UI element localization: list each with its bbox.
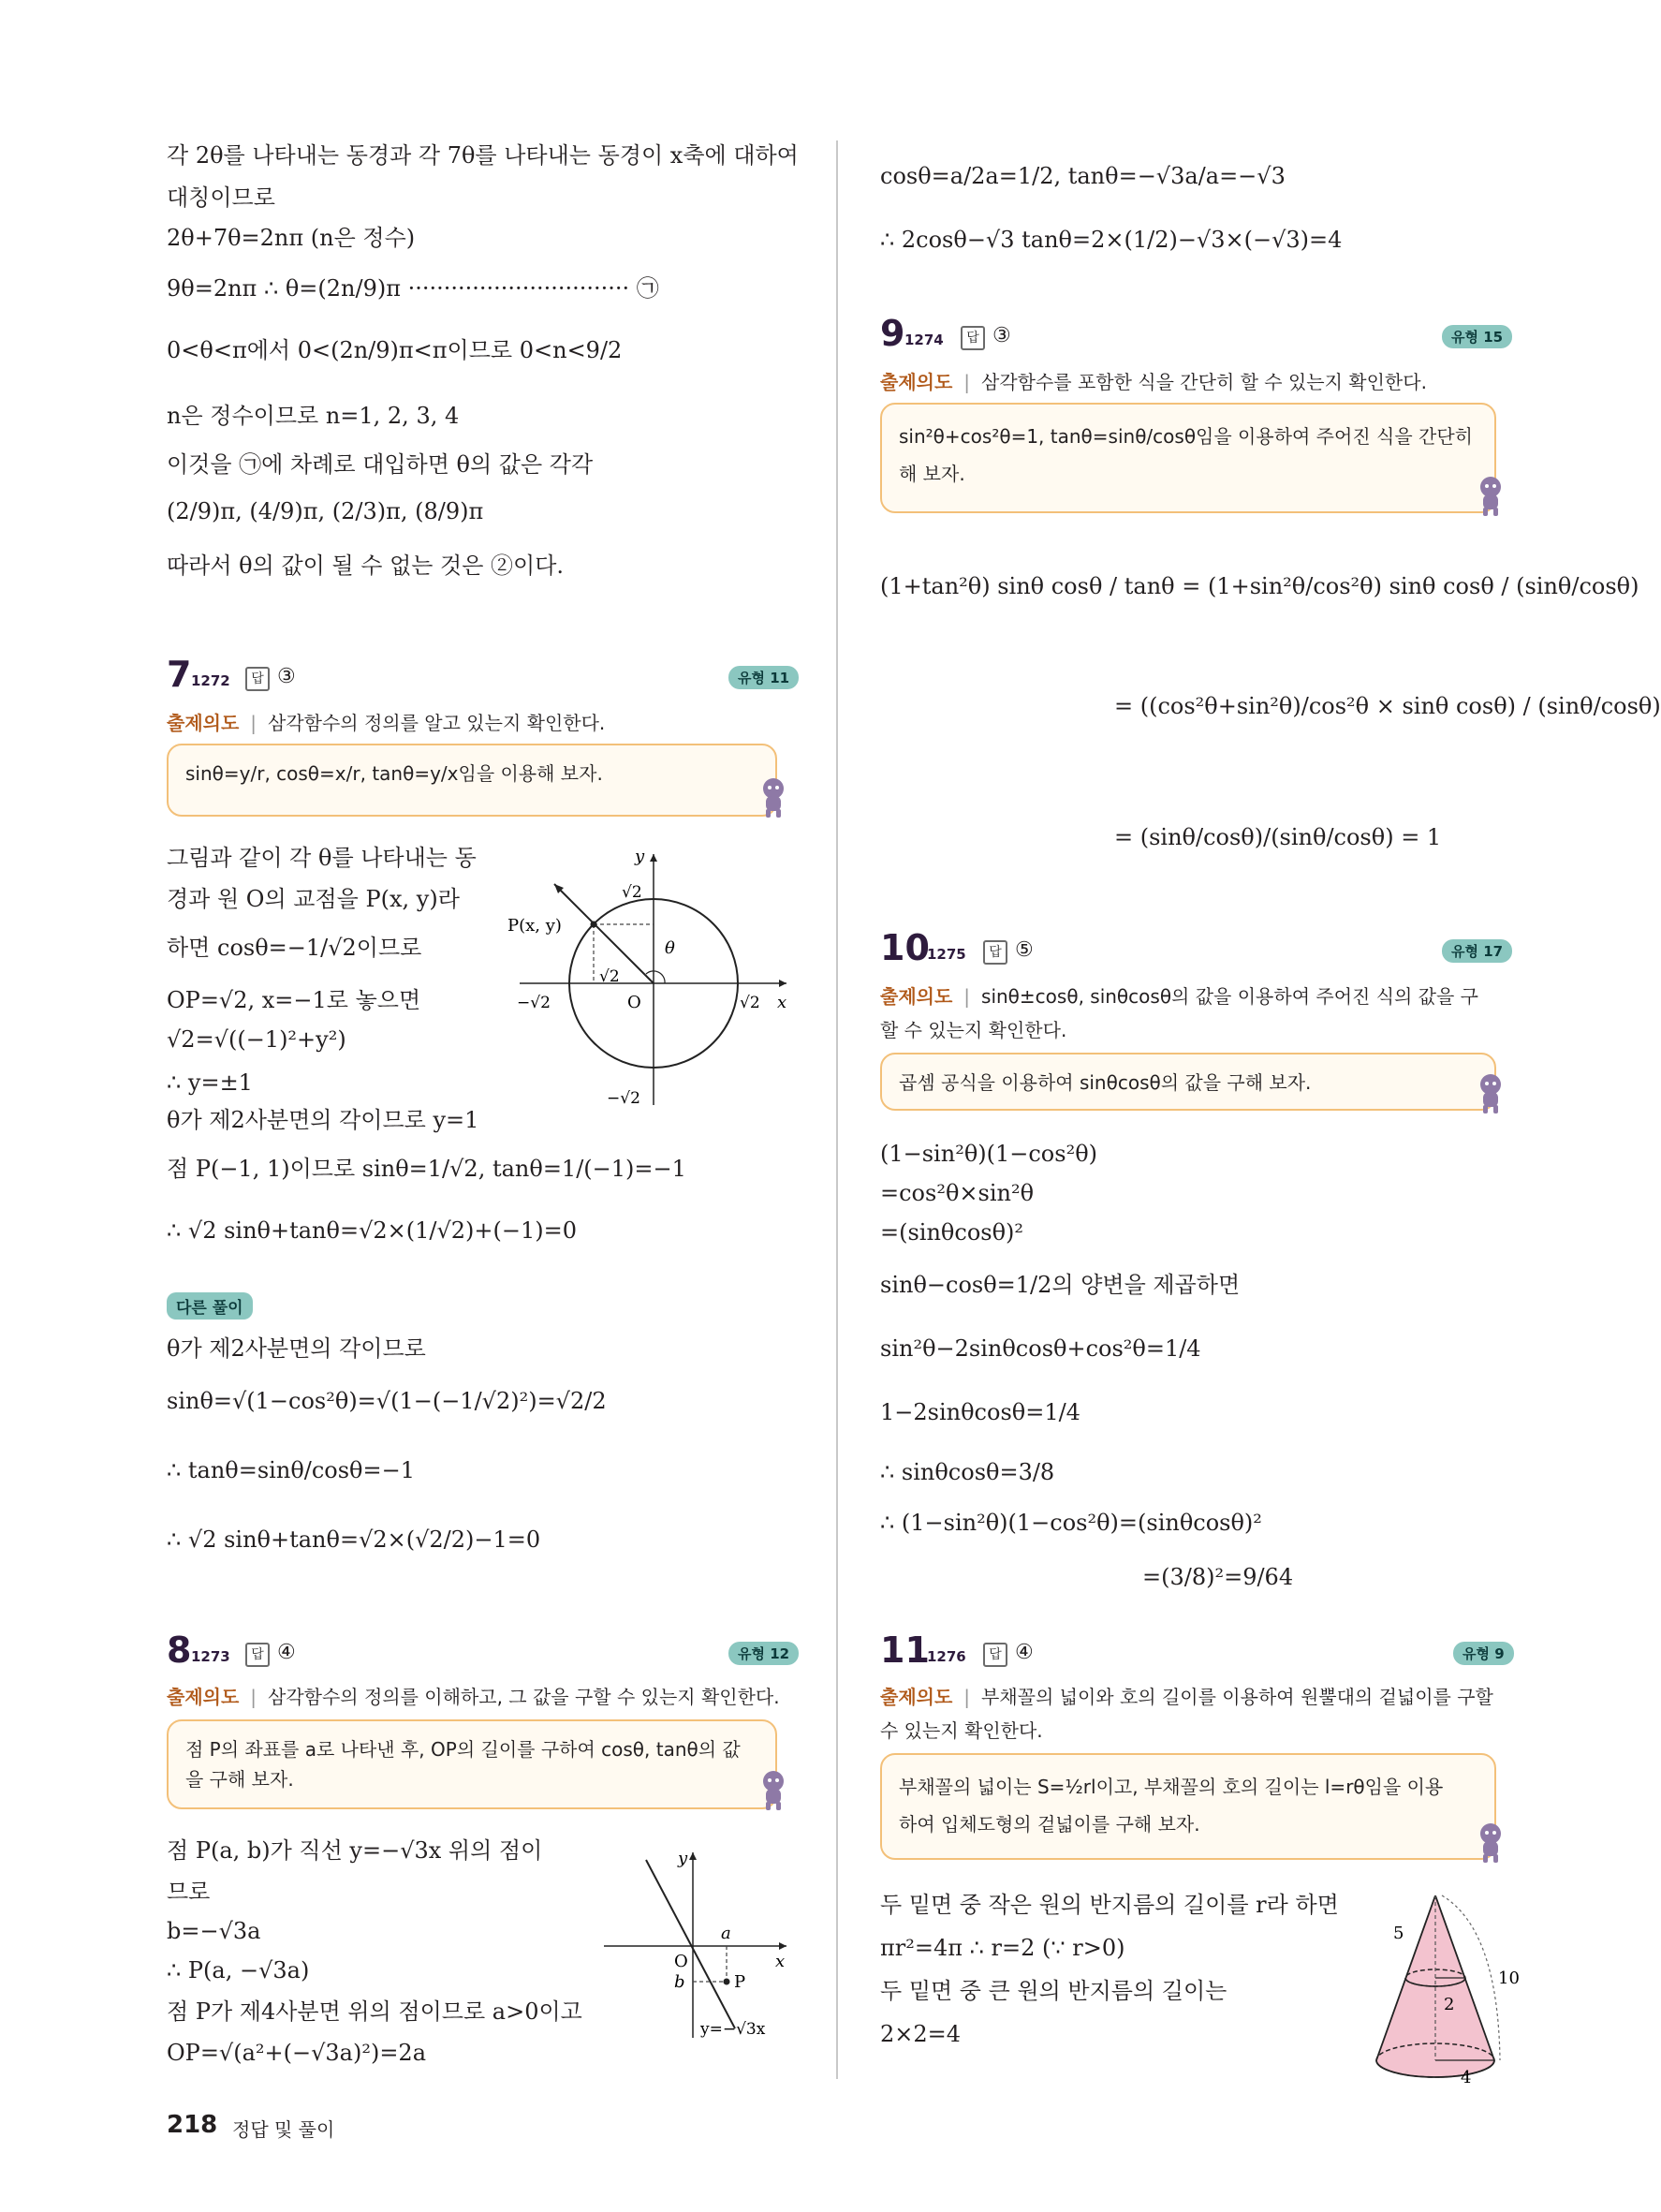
radius-label-2: 2 bbox=[1444, 1995, 1455, 2014]
equation-line: (1−sin²θ)(1−cos²θ) bbox=[880, 1141, 1098, 1167]
problem-code: 1275 bbox=[927, 946, 966, 963]
line-equation-label: y=−√3x bbox=[700, 2020, 766, 2039]
equation-line: =(sinθcosθ)² bbox=[880, 1219, 1024, 1246]
intent-line bbox=[167, 708, 605, 735]
text-line: 대칭이므로 bbox=[167, 184, 275, 211]
answer-value: ③ bbox=[992, 324, 1011, 347]
text-line: 점 P(a, b)가 직선 y=−√3x 위의 점이 bbox=[167, 1837, 543, 1864]
answer-value: ⑤ bbox=[1015, 938, 1034, 962]
mascot-icon bbox=[1474, 1821, 1507, 1864]
radius-label: −√2 bbox=[517, 994, 551, 1012]
type-badge: 유형 11 bbox=[728, 666, 799, 689]
text-line: b=−√3a bbox=[167, 1918, 261, 1944]
hint-box bbox=[880, 403, 1496, 513]
text-line: ∴ √2 sinθ+tanθ=√2×(√2/2)−1=0 bbox=[167, 1526, 541, 1553]
intent-text: 삼각함수를 포함한 식을 간단히 할 수 있는지 확인한다. bbox=[981, 371, 1427, 393]
intent-text: 부채꼴의 넓이와 호의 길이를 이용하여 원뿔대의 겉넓이를 구할 bbox=[981, 1686, 1493, 1708]
equation-line: 1−2sinθcosθ=1/4 bbox=[880, 1399, 1080, 1425]
radius-label: √2 bbox=[622, 883, 642, 902]
radius-label: √2 bbox=[740, 994, 760, 1012]
text-line: 점 P가 제4사분면 위의 점이므로 a>0이고 bbox=[167, 1998, 582, 2025]
hint-text: sin²θ+cos²θ=1, tanθ=sinθ/cosθ임을 이용하여 주어진 식을 간단히 bbox=[899, 425, 1473, 448]
text-line: 하면 cosθ=−1/√2이므로 bbox=[167, 935, 422, 961]
mascot-icon bbox=[757, 1768, 790, 1811]
equation-line: ∴ sinθcosθ=3/8 bbox=[880, 1459, 1055, 1485]
text-line: πr²=4π ∴ r=2 (∵ r>0) bbox=[880, 1935, 1125, 1961]
intent-separator: | bbox=[250, 1686, 257, 1708]
text-line: n은 정수이므로 n=1, 2, 3, 4 bbox=[167, 403, 460, 429]
intent-label: 출제의도 bbox=[880, 1686, 953, 1708]
radius-label: −√2 bbox=[607, 1089, 640, 1108]
text-line: 점 P(−1, 1)이므로 sinθ=1/√2, tanθ=1/(−1)=−1 bbox=[167, 1156, 686, 1182]
text-line: 그림과 같이 각 θ를 나타내는 동 bbox=[167, 845, 477, 871]
point-p-label: P bbox=[734, 1972, 746, 1992]
intent-line bbox=[880, 1682, 1493, 1709]
intent-line bbox=[167, 1682, 780, 1709]
intent-text: 할 수 있는지 확인한다. bbox=[880, 1019, 1067, 1041]
text-line: (2/9)π, (4/9)π, (2/3)π, (8/9)π bbox=[167, 498, 484, 524]
intent-line bbox=[880, 981, 1478, 1009]
text-line: sinθ=√(1−cos²θ)=√(1−(−1/√2)²)=√2/2 bbox=[167, 1388, 607, 1414]
text-line: ∴ √2 sinθ+tanθ=√2×(1/√2)+(−1)=0 bbox=[167, 1217, 577, 1244]
answer-value: ③ bbox=[277, 665, 296, 688]
text-line: 9θ=2nπ ∴ θ=(2n/9)π ······························· ㉠ bbox=[167, 275, 659, 302]
answer-icon: 답 bbox=[245, 1643, 270, 1667]
text-line: 2θ+7θ=2nπ (n은 정수) bbox=[167, 225, 416, 251]
intent-separator: | bbox=[963, 985, 971, 1008]
axis-label-x: x bbox=[775, 1952, 786, 1971]
answer-icon: 답 bbox=[983, 1643, 1007, 1667]
point-a-label: a bbox=[721, 1924, 731, 1943]
hint-text: 해 보자. bbox=[899, 463, 965, 485]
length-label-5: 5 bbox=[1393, 1924, 1404, 1943]
problem-code: 1276 bbox=[927, 1648, 966, 1665]
intent-line bbox=[880, 367, 1427, 394]
equation-line: =(3/8)²=9/64 bbox=[1142, 1564, 1294, 1590]
intent-separator: | bbox=[963, 371, 971, 393]
text-line: 따라서 θ의 값이 될 수 없는 것은 ②이다. bbox=[167, 553, 565, 579]
text-line: 0<θ<π에서 0<(2n/9)π<π이므로 0<n<9/2 bbox=[167, 337, 623, 363]
text-line: 2×2=4 bbox=[880, 2021, 962, 2047]
equation-line: sin²θ−2sinθcosθ+cos²θ=1/4 bbox=[880, 1335, 1201, 1362]
type-badge: 유형 17 bbox=[1442, 939, 1512, 963]
text-line: OP=√(a²+(−√3a)²)=2a bbox=[167, 2040, 427, 2066]
intent-separator: | bbox=[963, 1686, 971, 1708]
point-b-label: b bbox=[674, 1972, 685, 1992]
problem-number: 8 bbox=[167, 1630, 192, 1671]
text-line: 므로 bbox=[167, 1879, 211, 1905]
radius-label-4: 4 bbox=[1461, 2068, 1472, 2087]
hint-text: 을 구해 보자. bbox=[185, 1768, 294, 1791]
problem-code: 1272 bbox=[191, 672, 230, 689]
hint-box bbox=[167, 744, 777, 817]
problem-number: 7 bbox=[167, 654, 192, 695]
problem-number: 11 bbox=[880, 1630, 930, 1671]
equation-line: sinθ−cosθ=1/2의 양변을 제곱하면 bbox=[880, 1272, 1241, 1298]
answer-icon: 답 bbox=[961, 326, 985, 350]
text-line: θ가 제2사분면의 각이므로 bbox=[167, 1335, 426, 1362]
problem-number: 10 bbox=[880, 927, 930, 968]
problem-number: 9 bbox=[880, 313, 905, 354]
radius-label: √2 bbox=[599, 967, 620, 986]
axis-label-y: y bbox=[678, 1849, 688, 1868]
type-badge: 유형 15 bbox=[1442, 325, 1512, 348]
intent-label: 출제의도 bbox=[880, 371, 953, 393]
hint-box bbox=[880, 1753, 1496, 1860]
type-badge: 유형 9 bbox=[1453, 1642, 1514, 1665]
cone-figure bbox=[1358, 1892, 1520, 2088]
text-line: ∴ 2cosθ−√3 tanθ=2×(1/2)−√3×(−√3)=4 bbox=[880, 227, 1343, 253]
text-line: θ가 제2사분면의 각이므로 y=1 bbox=[167, 1107, 479, 1133]
intent-label: 출제의도 bbox=[167, 712, 240, 734]
text-line: OP=√2, x=−1로 놓으면 bbox=[167, 987, 421, 1013]
text-line: √2=√((−1)²+y²) bbox=[167, 1026, 346, 1053]
column-divider bbox=[836, 140, 838, 2079]
hint-box bbox=[167, 1719, 777, 1809]
equation-line: = ((cos²θ+sin²θ)/cos²θ × sinθ cosθ) / (sinθ/cosθ) bbox=[1114, 693, 1661, 719]
answer-value: ④ bbox=[1015, 1641, 1034, 1664]
equation-line: ∴ (1−sin²θ)(1−cos²θ)=(sinθcosθ)² bbox=[880, 1510, 1262, 1536]
origin-label: O bbox=[674, 1952, 688, 1971]
answer-icon: 답 bbox=[245, 667, 270, 691]
footer-title: 정답 및 풀이 bbox=[232, 2118, 335, 2141]
intent-label: 출제의도 bbox=[167, 1686, 240, 1708]
hint-text: sinθ=y/r, cosθ=x/r, tanθ=y/x임을 이용해 보자. bbox=[185, 762, 603, 785]
text-line: ∴ tanθ=sinθ/cosθ=−1 bbox=[167, 1457, 415, 1483]
line-graph-figure bbox=[599, 1841, 796, 2047]
text-line: 이것을 ㉠에 차례로 대입하면 θ의 값은 각각 bbox=[167, 451, 594, 478]
equation-line: (1+tan²θ) sinθ cosθ / tanθ = (1+sin²θ/cos²θ) sinθ cosθ / (sinθ/cosθ) bbox=[880, 573, 1639, 599]
intent-text: 수 있는지 확인한다. bbox=[880, 1719, 1043, 1742]
text-line: ∴ P(a, −√3a) bbox=[167, 1957, 310, 1983]
intent-label: 출제의도 bbox=[880, 985, 953, 1008]
hint-text: 곱셈 공식을 이용하여 sinθcosθ의 값을 구해 보자. bbox=[899, 1071, 1312, 1094]
hint-text: 점 P의 좌표를 a로 나타낸 후, OP의 길이를 구하여 cosθ, tanθ의 값 bbox=[185, 1738, 741, 1761]
point-p-label: P(x, y) bbox=[507, 916, 562, 936]
intent-text: 삼각함수의 정의를 이해하고, 그 값을 구할 수 있는지 확인한다. bbox=[268, 1686, 780, 1708]
text-line: 두 밑면 중 작은 원의 반지름의 길이를 r라 하면 bbox=[880, 1892, 1339, 1918]
answer-icon: 답 bbox=[983, 940, 1007, 965]
hint-text: 부채꼴의 넓이는 S=½rl이고, 부채꼴의 호의 길이는 l=rθ임을 이용 bbox=[899, 1776, 1444, 1798]
mascot-icon bbox=[1474, 1071, 1507, 1114]
hint-box bbox=[880, 1053, 1496, 1111]
intent-text: sinθ±cosθ, sinθcosθ의 값을 이용하여 주어진 식의 값을 구 bbox=[981, 985, 1479, 1008]
text-line: 두 밑면 중 큰 원의 반지름의 길이는 bbox=[880, 1978, 1227, 2004]
mascot-icon bbox=[1474, 474, 1507, 517]
equation-line: =cos²θ×sin²θ bbox=[880, 1180, 1035, 1206]
text-line: 경과 원 O의 교점을 P(x, y)라 bbox=[167, 886, 460, 912]
type-badge: 유형 12 bbox=[728, 1642, 799, 1665]
length-label-10: 10 bbox=[1498, 1969, 1520, 1988]
intent-separator: | bbox=[250, 712, 257, 734]
intent-text: 삼각함수의 정의를 알고 있는지 확인한다. bbox=[268, 712, 606, 734]
unit-circle-figure bbox=[506, 843, 796, 1114]
origin-label: O bbox=[627, 993, 641, 1012]
equation-line: = (sinθ/cosθ)/(sinθ/cosθ) = 1 bbox=[1114, 824, 1442, 850]
hint-text: 하여 입체도형의 겉넓이를 구해 보자. bbox=[899, 1813, 1200, 1836]
page-number: 218 bbox=[167, 2111, 218, 2139]
axis-label-x: x bbox=[777, 993, 787, 1012]
answer-value: ④ bbox=[277, 1641, 296, 1664]
text-line: cosθ=a/2a=1/2, tanθ=−√3a/a=−√3 bbox=[880, 163, 1286, 189]
text-line: 각 2θ를 나타내는 동경과 각 7θ를 나타내는 동경이 x축에 대하여 bbox=[167, 142, 799, 169]
problem-code: 1274 bbox=[904, 332, 944, 348]
theta-label: θ bbox=[665, 938, 675, 958]
problem-code: 1273 bbox=[191, 1648, 230, 1665]
alt-solution-tag: 다른 풀이 bbox=[167, 1292, 253, 1320]
axis-label-y: y bbox=[635, 847, 645, 866]
mascot-icon bbox=[757, 775, 790, 818]
text-line: ∴ y=±1 bbox=[167, 1069, 253, 1096]
